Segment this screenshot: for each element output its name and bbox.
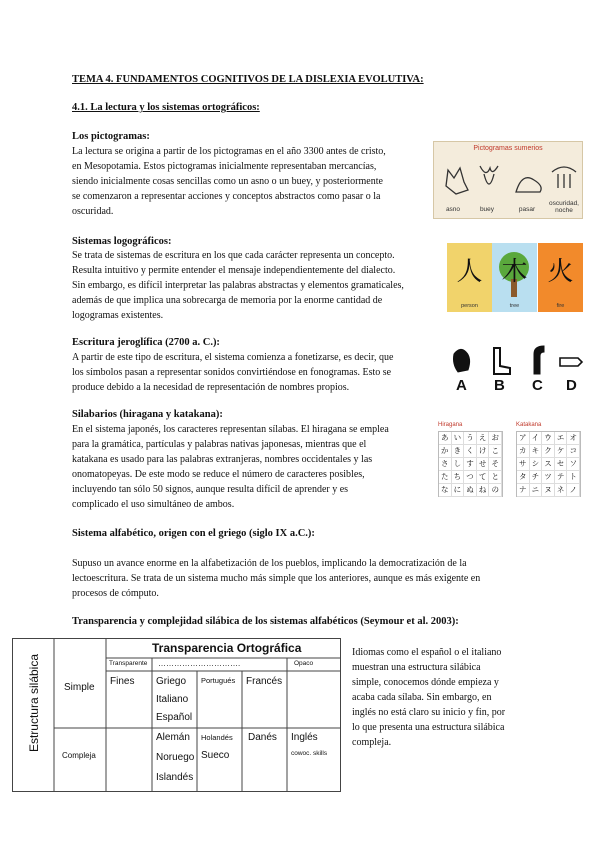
text-line: procesos de cómputo. (72, 588, 159, 599)
kana-char: エ (555, 432, 568, 445)
kana-char: ナ (517, 484, 530, 497)
ox-pictogram (480, 166, 498, 184)
kana-char: さ (439, 458, 452, 471)
kana-figure (438, 422, 584, 500)
text-line: katakana es usado para las palabras extranjeras, nombres occidentales y las (72, 454, 373, 465)
ingles-note: cowoc. skills (291, 750, 328, 757)
hieroglyph-letter: C (532, 377, 543, 394)
kana-char: セ (555, 458, 568, 471)
lang-aleman: Alemán (156, 732, 190, 743)
lang-portugues: Portugués (201, 676, 236, 685)
text-line: para la gramática, partículas y palabras nativas japonesas, mientras que el (72, 439, 367, 450)
kana-char: け (477, 445, 490, 458)
transparencia-side-paragraph (352, 645, 528, 750)
text-line: muestran una estructura silábica (352, 662, 481, 673)
kana-char: ク (542, 445, 555, 458)
kana-char: て (477, 471, 490, 484)
text-line: Idiomas como el español o el italiano (352, 647, 502, 658)
text-line: produce debido a la necesidad de representación de nombres propios. (72, 382, 350, 393)
logogram-glyph: 人 (456, 257, 483, 287)
text-line: simple, conocemos dónde empieza y (352, 677, 499, 688)
hieroglyphs-figure (448, 344, 584, 396)
kana-char: え (477, 432, 490, 445)
kana-char: す (464, 458, 477, 471)
logogram-fire-cell (538, 243, 583, 312)
text-line: Se trata de sistemas de escritura en los que cada carácter representa un concepto. (72, 250, 395, 261)
text-line: Sin embargo, es difícil interpretar las palabras abstractas y elementos gramaticales, (72, 280, 404, 291)
kana-char: な (439, 484, 452, 497)
lang-sueco: Sueco (201, 750, 230, 761)
kana-char: と (489, 471, 502, 484)
lang-islandes: Islandés (156, 772, 194, 783)
logogram-label: person (461, 303, 478, 309)
document-title: TEMA 4. FUNDAMENTOS COGNITIVOS DE LA DISLEXIA EVOLUTIVA: (72, 74, 424, 85)
text-line: además de que implica una sobrecarga de memoria por la enorme cantidad de (72, 295, 383, 306)
kana-char: シ (530, 458, 543, 471)
text-line: lectoescritura. Se trata de un sistema mucho más simple que los anteriores, aunque es más exigente en (72, 573, 481, 584)
pictogram-label: asno (445, 206, 461, 213)
jeroglifica-paragraph (72, 350, 442, 395)
dots-scale: …………………………. (158, 659, 241, 668)
kana-char: ネ (555, 484, 568, 497)
silabarios-heading: Silabarios (hiragana y katakana): (72, 409, 223, 420)
lang-frances: Francés (246, 676, 283, 687)
kana-char: ソ (567, 458, 580, 471)
kana-char: ち (452, 471, 465, 484)
text-line: Supuso un avance enorme en la alfabetización de los pueblos, implicando la democratización de la (72, 558, 467, 569)
kana-char: キ (530, 445, 543, 458)
section-subtitle: 4.1. La lectura y los sistemas ortográficos: (72, 102, 260, 113)
kana-char: ス (542, 458, 555, 471)
pictogram-label: pasar (518, 206, 536, 213)
kana-char: う (464, 432, 477, 445)
table-title: Transparencia Ortográfica (152, 641, 302, 655)
silabarios-paragraph (72, 422, 430, 512)
kana-char: ニ (530, 484, 543, 497)
lang-danes: Danés (248, 732, 277, 743)
figure-caption: Pictogramas sumerios (473, 145, 543, 152)
logogram-label: tree (509, 303, 520, 309)
jeroglifica-heading: Escritura jeroglífica (2700 a. C.): (72, 337, 220, 348)
logogram-person-cell (447, 243, 492, 312)
transparente-label: Transparente (109, 660, 148, 667)
logogram-tree-cell (492, 243, 537, 312)
kana-char: ヌ (542, 484, 555, 497)
lang-noruego: Noruego (156, 752, 195, 763)
pictogramas-sumerios-figure (433, 141, 583, 219)
lang-fines: Fines (110, 676, 135, 687)
pictogram-label: oscuridad, noche (549, 200, 579, 214)
kana-char: ノ (567, 484, 580, 497)
kana-char: ケ (555, 445, 568, 458)
text-line: los símbolos pasan a representar sonidos convirtiéndose en fonogramas. Esto se (72, 367, 392, 378)
hieroglyph-letter: B (494, 377, 505, 394)
katakana-label: Katakana (516, 422, 542, 428)
hieroglyph-drawings (448, 344, 584, 378)
pictogramas-heading: Los pictogramas: (72, 131, 150, 142)
kana-char: く (464, 445, 477, 458)
kana-char: カ (517, 445, 530, 458)
pictogram-label: buey (479, 206, 495, 213)
kana-char: し (452, 458, 465, 471)
kana-char: い (452, 432, 465, 445)
walk-pictogram (516, 178, 541, 192)
logograficos-heading: Sistemas logográficos: (72, 236, 172, 247)
hieroglyph-letter: A (456, 377, 467, 394)
text-line: en Mesopotamia. Estos pictogramas inicialmente representaban mercancías, (72, 161, 377, 172)
kana-char: オ (567, 432, 580, 445)
kana-char: せ (477, 458, 490, 471)
lang-italiano: Italiano (156, 694, 189, 705)
kana-char: ア (517, 432, 530, 445)
kana-char: か (439, 445, 452, 458)
text-line: La lectura se origina a partir de los pictogramas en el año 3300 antes de cristo, (72, 146, 386, 157)
lang-espanol: Español (156, 712, 193, 723)
foot-icon (494, 348, 510, 374)
text-line: se comenzaron a representar acciones y conceptos abstractos como pasar o la (72, 191, 381, 202)
kana-char: ツ (542, 471, 555, 484)
alfabetico-heading: Sistema alfabético, origen con el griego (siglo IX a.C.): (72, 528, 315, 539)
kana-char: た (439, 471, 452, 484)
text-line: siendo inicialmente cosas sencillas como un asno o un buey, y posteriormente (72, 176, 383, 187)
lang-griego: Griego (156, 676, 187, 687)
text-line: inglés no está claro su inicio y fin, por (352, 707, 506, 718)
lang-holandes: Holandés (201, 733, 233, 742)
kana-char: タ (517, 471, 530, 484)
text-line: incluyendo tan sólo 50 signos, aunque resulta difícil de aprender y es (72, 484, 349, 495)
alfabetico-paragraph (72, 556, 528, 601)
text-line: En el sistema japonés, los caracteres representan sílabas. El hiragana se emplea (72, 424, 389, 435)
kana-char: あ (439, 432, 452, 445)
text-line: onomatopeyas. De este modo se reduce el número de caracteres posibles, (72, 469, 365, 480)
kana-char: お (489, 432, 502, 445)
kana-char: き (452, 445, 465, 458)
logograms-figure (447, 243, 583, 312)
text-line: oscuridad. (72, 206, 114, 217)
kana-char: つ (464, 471, 477, 484)
opaco-label: Opaco (294, 660, 314, 667)
text-line: logogramas existentes. (72, 310, 164, 321)
simple-label: Simple (64, 682, 95, 693)
kana-char: テ (555, 471, 568, 484)
text-line: compleja. (352, 737, 392, 748)
kana-char: チ (530, 471, 543, 484)
pictogramas-paragraph (72, 144, 427, 219)
donkey-pictogram (446, 168, 468, 194)
kana-char: に (452, 484, 465, 497)
katakana-grid (516, 431, 581, 497)
logogram-glyph: 火 (547, 257, 574, 287)
logograficos-paragraph (72, 248, 442, 323)
lang-ingles: Inglés (291, 732, 318, 743)
hieroglyph-letter: D (566, 377, 577, 394)
text-line: A partir de este tipo de escritura, el sistema comienza a fonetizarse, es decir, que (72, 352, 394, 363)
hiragana-label: Hiragana (438, 422, 463, 428)
kana-char: こ (489, 445, 502, 458)
vulture-icon (454, 349, 470, 372)
table-side-title: Estructura silábica (27, 653, 41, 753)
kana-char: ト (567, 471, 580, 484)
transparencia-heading: Transparencia y complejidad silábica de los sistemas alfabéticos (Seymour et al. 2003): (72, 616, 459, 627)
hiragana-grid (438, 431, 503, 497)
transparency-table (12, 638, 342, 793)
text-line: Resulta intuitivo y permite entender el mensaje independientemente del dialecto. (72, 265, 396, 276)
text-line: lo que presenta una estructura silábica (352, 722, 505, 733)
hand-icon (560, 358, 582, 366)
kana-char: そ (489, 458, 502, 471)
kana-char: イ (530, 432, 543, 445)
basket-icon (534, 346, 544, 374)
night-pictogram (552, 167, 576, 188)
kana-char: ぬ (464, 484, 477, 497)
kana-char: コ (567, 445, 580, 458)
kana-char: サ (517, 458, 530, 471)
logogram-glyph: 木 (501, 257, 528, 287)
kana-char: ね (477, 484, 490, 497)
logogram-label: fire (556, 303, 565, 309)
kana-char: の (489, 484, 502, 497)
kana-char: ウ (542, 432, 555, 445)
compleja-label: Compleja (62, 751, 96, 760)
text-line: complicado el uso simultáneo de ambos. (72, 499, 235, 510)
text-line: acaba cada sílaba. Sin embargo, en (352, 692, 492, 703)
